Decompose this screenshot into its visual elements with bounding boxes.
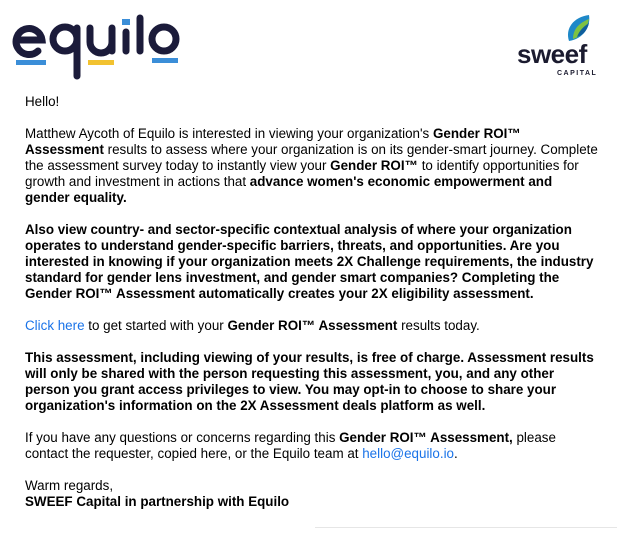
questions-text-3: . [454, 446, 458, 461]
intro-text-2: results to assess where your organization is on its gender-smart journey. Complete the assessment survey today to instantly view your [25, 142, 598, 173]
questions-text-1: If you have any questions or concerns regarding this [25, 430, 340, 445]
intro-bold-3: advance women's economic empowerment and gender equality. [25, 174, 553, 205]
equilo-logo [12, 14, 182, 80]
questions-bold-1: Gender ROI™ Assessment, [339, 430, 513, 445]
intro-bold-2: Gender ROI™ [330, 158, 418, 173]
signature [25, 494, 600, 510]
free-of-charge-bold-text: This assessment, including viewing of your results, is free of charge. Assessment results will only be shared with the person requesting this assessment, you, and any other person you grant access privileges to view. You may opt-in to choose to share your organization's information on the 2X Assessment deals platform as well. [25, 350, 594, 413]
sweef-capital-text: CAPITAL [557, 70, 598, 77]
paragraph-context [25, 222, 600, 302]
paragraph-intro [25, 126, 600, 206]
signature-bold: SWEEF Capital in partnership with Equilo [25, 494, 290, 509]
paragraph-free-of-charge [25, 350, 600, 414]
intro-text-3: to identify opportunities for growth and investment in actions that [25, 158, 579, 189]
sweef-wordmark: sweef [517, 39, 587, 69]
email-body [25, 94, 600, 510]
intro-bold-1: Gender ROI™ Assessment [25, 126, 521, 157]
sweef-capital-logo [517, 15, 601, 81]
paragraph-questions [25, 430, 600, 462]
cta-text-1: to get started with your [84, 318, 228, 333]
divider [315, 527, 617, 528]
questions-text-2: please contact the requester, copied here, or the Equilo team at [25, 430, 556, 461]
intro-text-1: Matthew Aycoth of Equilo is interested in viewing your organization's [25, 126, 433, 141]
greeting: Hello! [25, 94, 60, 109]
click-here-link[interactable]: Click here [25, 318, 85, 333]
cta-text-2: results today. [397, 318, 480, 333]
equilo-email-link[interactable]: hello@equilo.io [362, 446, 454, 461]
context-bold-text: Also view country- and sector-specific contextual analysis of where your organization operates to understand gender-specific barriers, threats, and opportunities. Are you interested in knowing if your organization meets 2X Challenge requirements, the industry standard for gender lens investment, and gender smart companies? Completing the Gender ROI™ Assessment automatically creates your 2X eligibility assessment. [25, 222, 594, 301]
signoff: Warm regards, [25, 478, 114, 493]
cta-bold-1: Gender ROI™ Assessment [227, 318, 398, 333]
email-header [0, 0, 617, 85]
paragraph-cta [25, 318, 600, 334]
